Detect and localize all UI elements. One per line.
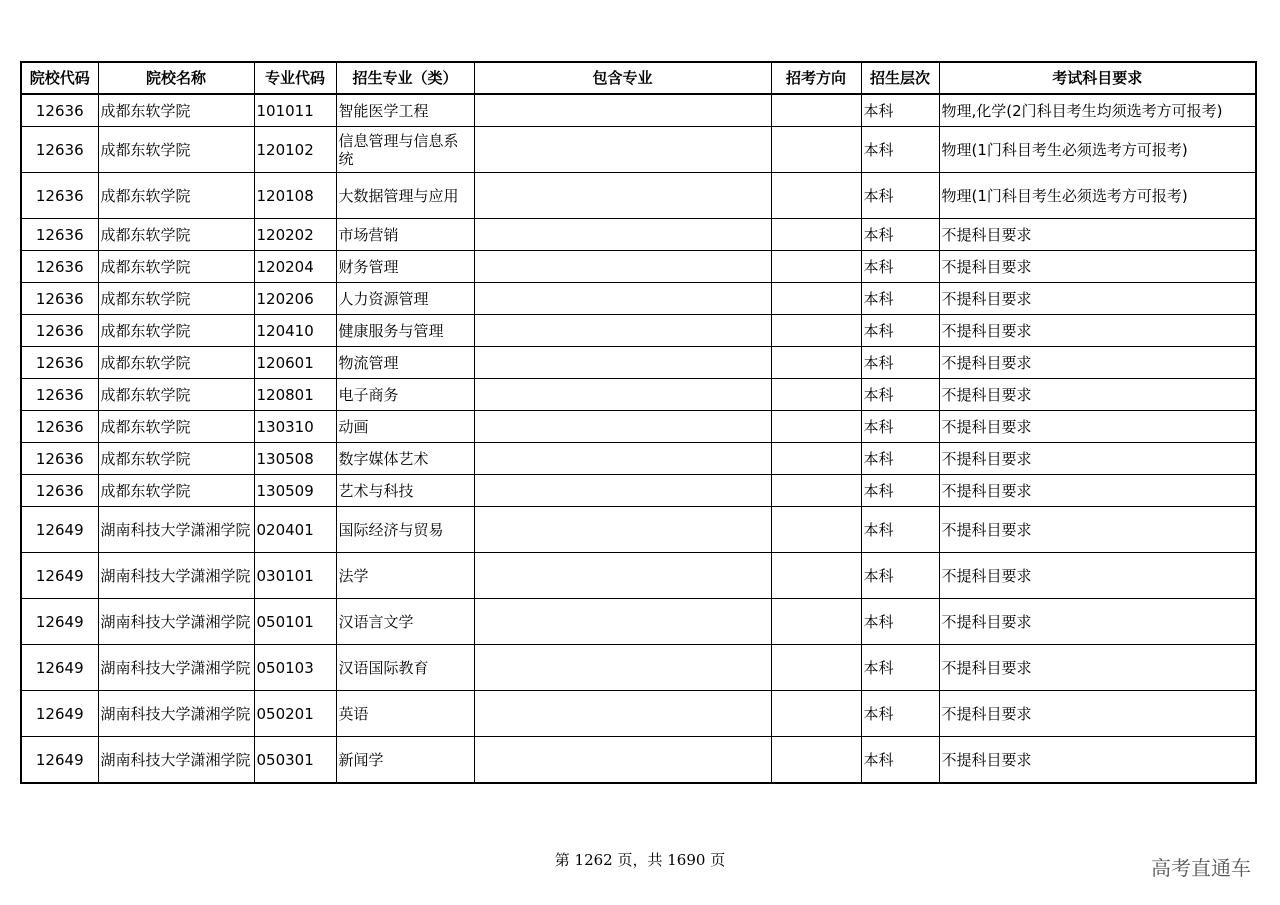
header-included-majors: 包含专业 xyxy=(474,62,771,94)
cell-school-code: 12636 xyxy=(21,94,98,127)
table-row xyxy=(21,379,1256,411)
cell-school-code: 12636 xyxy=(21,127,98,173)
header-school-name: 院校名称 xyxy=(98,62,254,94)
cell-included-majors xyxy=(474,411,771,443)
cell-subject-requirement: 不提科目要求 xyxy=(939,315,1256,347)
cell-direction xyxy=(771,127,861,173)
table-header-row xyxy=(21,62,1256,94)
cell-major-name: 大数据管理与应用 xyxy=(336,173,474,219)
cell-level: 本科 xyxy=(861,315,939,347)
cell-school-name: 湖南科技大学潇湘学院 xyxy=(98,691,254,737)
table-row xyxy=(21,553,1256,599)
cell-school-code: 12636 xyxy=(21,251,98,283)
cell-included-majors xyxy=(474,94,771,127)
cell-school-name: 成都东软学院 xyxy=(98,251,254,283)
cell-school-code: 12636 xyxy=(21,219,98,251)
cell-school-code: 12636 xyxy=(21,475,98,507)
table-row xyxy=(21,599,1256,645)
cell-school-name: 成都东软学院 xyxy=(98,443,254,475)
cell-major-name: 人力资源管理 xyxy=(336,283,474,315)
cell-major-name: 健康服务与管理 xyxy=(336,315,474,347)
cell-level: 本科 xyxy=(861,127,939,173)
cell-major-name: 新闻学 xyxy=(336,737,474,784)
cell-subject-requirement: 不提科目要求 xyxy=(939,411,1256,443)
cell-included-majors xyxy=(474,251,771,283)
header-subject-requirement: 考试科目要求 xyxy=(939,62,1256,94)
cell-subject-requirement: 不提科目要求 xyxy=(939,379,1256,411)
cell-subject-requirement: 物理(1门科目考生必须选考方可报考) xyxy=(939,127,1256,173)
table-row xyxy=(21,127,1256,173)
table-body xyxy=(21,94,1256,783)
watermark: 高考直通车 xyxy=(1151,856,1251,880)
header-direction: 招考方向 xyxy=(771,62,861,94)
cell-subject-requirement: 不提科目要求 xyxy=(939,251,1256,283)
cell-school-code: 12636 xyxy=(21,443,98,475)
cell-direction xyxy=(771,315,861,347)
cell-subject-requirement: 不提科目要求 xyxy=(939,475,1256,507)
cell-major-name: 数字媒体艺术 xyxy=(336,443,474,475)
cell-included-majors xyxy=(474,691,771,737)
cell-school-name: 成都东软学院 xyxy=(98,315,254,347)
cell-school-name: 湖南科技大学潇湘学院 xyxy=(98,507,254,553)
cell-school-code: 12636 xyxy=(21,283,98,315)
cell-included-majors xyxy=(474,443,771,475)
table-row xyxy=(21,219,1256,251)
cell-major-code: 130508 xyxy=(254,443,336,475)
cell-school-code: 12636 xyxy=(21,379,98,411)
cell-major-code: 120202 xyxy=(254,219,336,251)
cell-direction xyxy=(771,251,861,283)
cell-direction xyxy=(771,219,861,251)
cell-included-majors xyxy=(474,507,771,553)
cell-major-code: 050101 xyxy=(254,599,336,645)
cell-school-name: 成都东软学院 xyxy=(98,94,254,127)
cell-subject-requirement: 不提科目要求 xyxy=(939,507,1256,553)
cell-major-name: 国际经济与贸易 xyxy=(336,507,474,553)
cell-school-name: 湖南科技大学潇湘学院 xyxy=(98,553,254,599)
cell-level: 本科 xyxy=(861,94,939,127)
cell-major-code: 120801 xyxy=(254,379,336,411)
table-row xyxy=(21,173,1256,219)
table-row xyxy=(21,645,1256,691)
cell-major-code: 050103 xyxy=(254,645,336,691)
cell-school-code: 12636 xyxy=(21,173,98,219)
cell-level: 本科 xyxy=(861,737,939,784)
cell-subject-requirement: 不提科目要求 xyxy=(939,599,1256,645)
cell-major-name: 艺术与科技 xyxy=(336,475,474,507)
table-row xyxy=(21,94,1256,127)
cell-direction xyxy=(771,475,861,507)
cell-subject-requirement: 不提科目要求 xyxy=(939,691,1256,737)
cell-school-name: 成都东软学院 xyxy=(98,283,254,315)
cell-level: 本科 xyxy=(861,283,939,315)
cell-level: 本科 xyxy=(861,645,939,691)
header-major-code: 专业代码 xyxy=(254,62,336,94)
cell-level: 本科 xyxy=(861,507,939,553)
cell-direction xyxy=(771,94,861,127)
cell-major-name: 电子商务 xyxy=(336,379,474,411)
table-row xyxy=(21,737,1256,784)
cell-direction xyxy=(771,553,861,599)
header-level: 招生层次 xyxy=(861,62,939,94)
cell-major-name: 法学 xyxy=(336,553,474,599)
cell-direction xyxy=(771,691,861,737)
cell-level: 本科 xyxy=(861,443,939,475)
cell-subject-requirement: 不提科目要求 xyxy=(939,737,1256,784)
cell-school-code: 12636 xyxy=(21,411,98,443)
cell-major-code: 120601 xyxy=(254,347,336,379)
cell-direction xyxy=(771,411,861,443)
cell-major-name: 市场营销 xyxy=(336,219,474,251)
cell-school-code: 12649 xyxy=(21,645,98,691)
cell-direction xyxy=(771,443,861,475)
page-number: 第 1262 页，共 1690 页 xyxy=(554,851,726,869)
cell-school-code: 12649 xyxy=(21,599,98,645)
cell-included-majors xyxy=(474,645,771,691)
cell-direction xyxy=(771,507,861,553)
cell-direction xyxy=(771,599,861,645)
cell-direction xyxy=(771,173,861,219)
table-row xyxy=(21,691,1256,737)
cell-major-name: 财务管理 xyxy=(336,251,474,283)
cell-school-name: 成都东软学院 xyxy=(98,379,254,411)
cell-level: 本科 xyxy=(861,251,939,283)
table-row xyxy=(21,347,1256,379)
cell-included-majors xyxy=(474,379,771,411)
cell-school-code: 12649 xyxy=(21,507,98,553)
cell-included-majors xyxy=(474,599,771,645)
cell-school-name: 成都东软学院 xyxy=(98,347,254,379)
cell-level: 本科 xyxy=(861,173,939,219)
cell-major-name: 信息管理与信息系统 xyxy=(336,127,474,173)
cell-direction xyxy=(771,283,861,315)
cell-major-name: 汉语国际教育 xyxy=(336,645,474,691)
cell-school-name: 湖南科技大学潇湘学院 xyxy=(98,737,254,784)
cell-included-majors xyxy=(474,283,771,315)
cell-level: 本科 xyxy=(861,379,939,411)
cell-major-code: 120102 xyxy=(254,127,336,173)
cell-school-name: 成都东软学院 xyxy=(98,411,254,443)
cell-level: 本科 xyxy=(861,219,939,251)
cell-major-code: 101011 xyxy=(254,94,336,127)
cell-level: 本科 xyxy=(861,411,939,443)
table-row xyxy=(21,411,1256,443)
header-school-code: 院校代码 xyxy=(21,62,98,94)
cell-included-majors xyxy=(474,553,771,599)
cell-major-code: 120204 xyxy=(254,251,336,283)
cell-subject-requirement: 物理(1门科目考生必须选考方可报考) xyxy=(939,173,1256,219)
cell-major-code: 050201 xyxy=(254,691,336,737)
cell-school-name: 成都东软学院 xyxy=(98,173,254,219)
cell-major-code: 030101 xyxy=(254,553,336,599)
cell-level: 本科 xyxy=(861,691,939,737)
cell-major-code: 120108 xyxy=(254,173,336,219)
table-row xyxy=(21,283,1256,315)
cell-major-code: 020401 xyxy=(254,507,336,553)
cell-school-code: 12649 xyxy=(21,553,98,599)
header-major-name: 招生专业（类） xyxy=(336,62,474,94)
cell-included-majors xyxy=(474,475,771,507)
cell-major-code: 050301 xyxy=(254,737,336,784)
cell-school-name: 成都东软学院 xyxy=(98,219,254,251)
cell-school-code: 12649 xyxy=(21,737,98,784)
cell-school-name: 湖南科技大学潇湘学院 xyxy=(98,599,254,645)
cell-subject-requirement: 不提科目要求 xyxy=(939,443,1256,475)
cell-subject-requirement: 不提科目要求 xyxy=(939,347,1256,379)
cell-major-code: 130509 xyxy=(254,475,336,507)
cell-major-name: 物流管理 xyxy=(336,347,474,379)
cell-subject-requirement: 不提科目要求 xyxy=(939,283,1256,315)
cell-major-name: 动画 xyxy=(336,411,474,443)
table-row xyxy=(21,507,1256,553)
cell-school-name: 湖南科技大学潇湘学院 xyxy=(98,645,254,691)
cell-major-code: 130310 xyxy=(254,411,336,443)
cell-major-code: 120410 xyxy=(254,315,336,347)
cell-subject-requirement: 不提科目要求 xyxy=(939,645,1256,691)
cell-direction xyxy=(771,737,861,784)
cell-major-name: 汉语言文学 xyxy=(336,599,474,645)
cell-included-majors xyxy=(474,127,771,173)
cell-school-name: 成都东软学院 xyxy=(98,127,254,173)
cell-school-code: 12636 xyxy=(21,315,98,347)
cell-major-name: 英语 xyxy=(336,691,474,737)
table-row xyxy=(21,251,1256,283)
cell-direction xyxy=(771,645,861,691)
cell-included-majors xyxy=(474,173,771,219)
cell-level: 本科 xyxy=(861,475,939,507)
cell-direction xyxy=(771,379,861,411)
cell-school-code: 12636 xyxy=(21,347,98,379)
table-row xyxy=(21,443,1256,475)
cell-included-majors xyxy=(474,315,771,347)
table-row xyxy=(21,315,1256,347)
cell-level: 本科 xyxy=(861,347,939,379)
cell-level: 本科 xyxy=(861,553,939,599)
cell-level: 本科 xyxy=(861,599,939,645)
table-row xyxy=(21,475,1256,507)
cell-direction xyxy=(771,347,861,379)
cell-subject-requirement: 不提科目要求 xyxy=(939,219,1256,251)
cell-major-name: 智能医学工程 xyxy=(336,94,474,127)
cell-included-majors xyxy=(474,737,771,784)
admissions-table xyxy=(20,61,1257,784)
cell-school-name: 成都东软学院 xyxy=(98,475,254,507)
cell-subject-requirement: 物理,化学(2门科目考生均须选考方可报考) xyxy=(939,94,1256,127)
cell-included-majors xyxy=(474,219,771,251)
cell-major-code: 120206 xyxy=(254,283,336,315)
cell-subject-requirement: 不提科目要求 xyxy=(939,553,1256,599)
cell-included-majors xyxy=(474,347,771,379)
cell-school-code: 12649 xyxy=(21,691,98,737)
